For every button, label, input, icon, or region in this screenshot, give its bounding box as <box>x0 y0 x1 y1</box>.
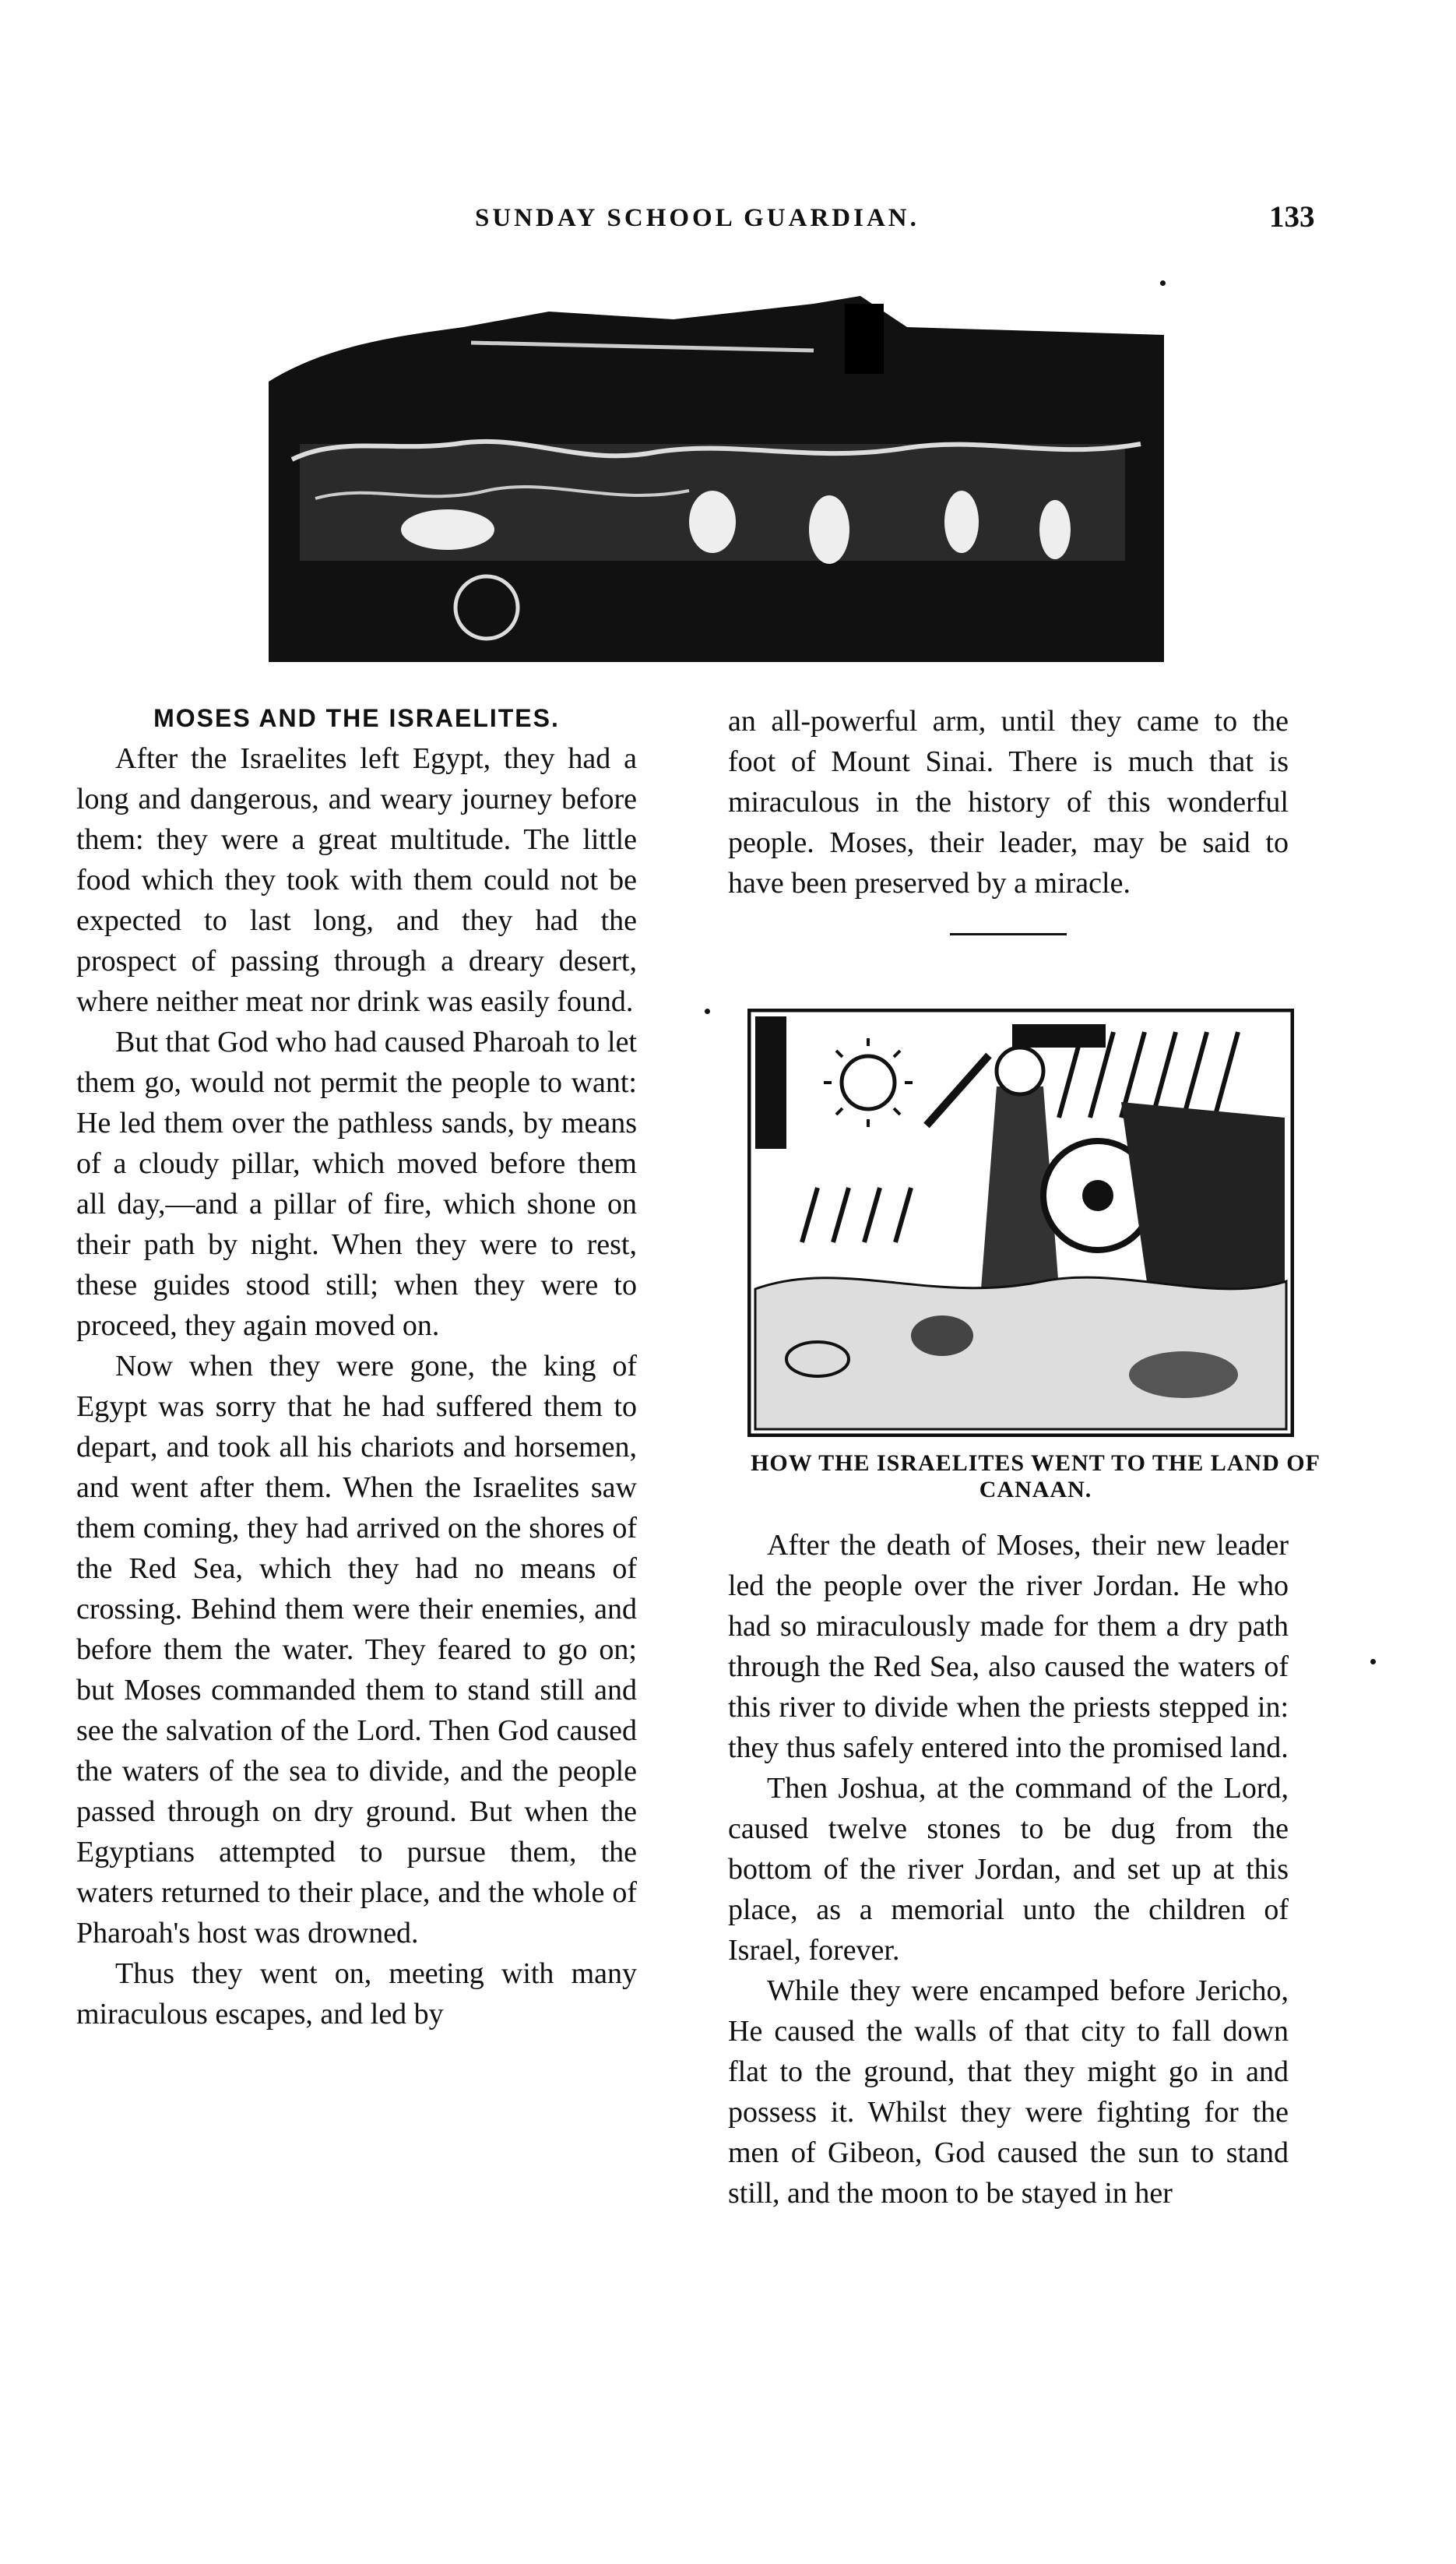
ink-speck <box>705 1009 710 1014</box>
left-column <box>76 701 637 2034</box>
right-column-lower <box>728 1525 1289 2214</box>
paragraph: Thus they went on, meeting with many miraculous escapes, and led by <box>76 1957 637 2030</box>
paragraph: Now when they were gone, the king of Egypt was sorry that he had suffered them to depart, and took all his chariots and horsemen, and went after them. When the Israelites saw them coming, they had arrived on the shores of the Red Sea, which they had no means of crossing. Behind them were their enemies, and before them the water. They feared to go on; but Moses commanded them to stand still and see the salvation of the Lord. Then God caused the waters of the sea to divide, and the people passed through on dry ground. But when the Egyptians attempted to pursue them, the waters returned to their place, and the whole of Pharoah's host was drowned. <box>76 1350 637 1949</box>
paragraph: But that God who had caused Pharoah to let them go, would not permit the people to want: He led them over the pathless sands, by means of a cloudy pillar, which moved before them all day,—and a pillar of fire, which shone on their path by night. When they were to rest, these guides stood still; when they were to proceed, they again moved on. <box>76 1026 637 1342</box>
paragraph-continuation: an all-powerful arm, until they came to the foot of Mount Sinai. There is much that is miraculous in the history of this wonderful people. Moses, their leader, may be said to have been preserved by a miracle. <box>728 705 1289 900</box>
page-number: 133 <box>1269 200 1315 234</box>
section-heading: MOSES AND THE ISRAELITES. <box>153 704 560 732</box>
running-title: SUNDAY SCHOOL GUARDIAN. <box>475 204 920 232</box>
paragraph: While they were encamped before Jericho, He caused the walls of that city to fall down flat to the ground, that they might go in and possess it. Whilst they were fighting for the men of Gibeon, God caused the sun to stand still, and the moon to be stayed in her <box>728 1974 1289 2210</box>
woodcut-illustration-red-sea <box>269 296 1164 662</box>
section-divider <box>950 933 1067 935</box>
paragraph: After the Israelites left Egypt, they had a long and dangerous, and weary journey before them: they were a great multitude. The little food which they took with them could not be expected to last long, and they had the prospect of passing through a dreary desert, where neither meat nor drink was easily found. <box>76 742 637 1018</box>
illustration-caption: HOW THE ISRAELITES WENT TO THE LAND OF CANAAN. <box>751 1450 1321 1502</box>
paragraph: Then Joshua, at the command of the Lord, caused twelve stones to be dug from the bottom of the river Jordan, and set up at this place, as a memorial unto the children of Israel, forever. <box>728 1772 1289 1967</box>
paragraph: After the death of Moses, their new leader led the people over the river Jordan. He who had so miraculously made for them a dry path through the Red Sea, also caused the waters of this river to divide when the priests stepped in: they thus safely entered into the promised land. <box>728 1529 1289 1764</box>
ink-speck <box>1370 1659 1376 1664</box>
right-column-upper <box>728 701 1289 935</box>
ink-speck <box>1160 280 1166 286</box>
woodcut-illustration-battle <box>747 1009 1294 1437</box>
